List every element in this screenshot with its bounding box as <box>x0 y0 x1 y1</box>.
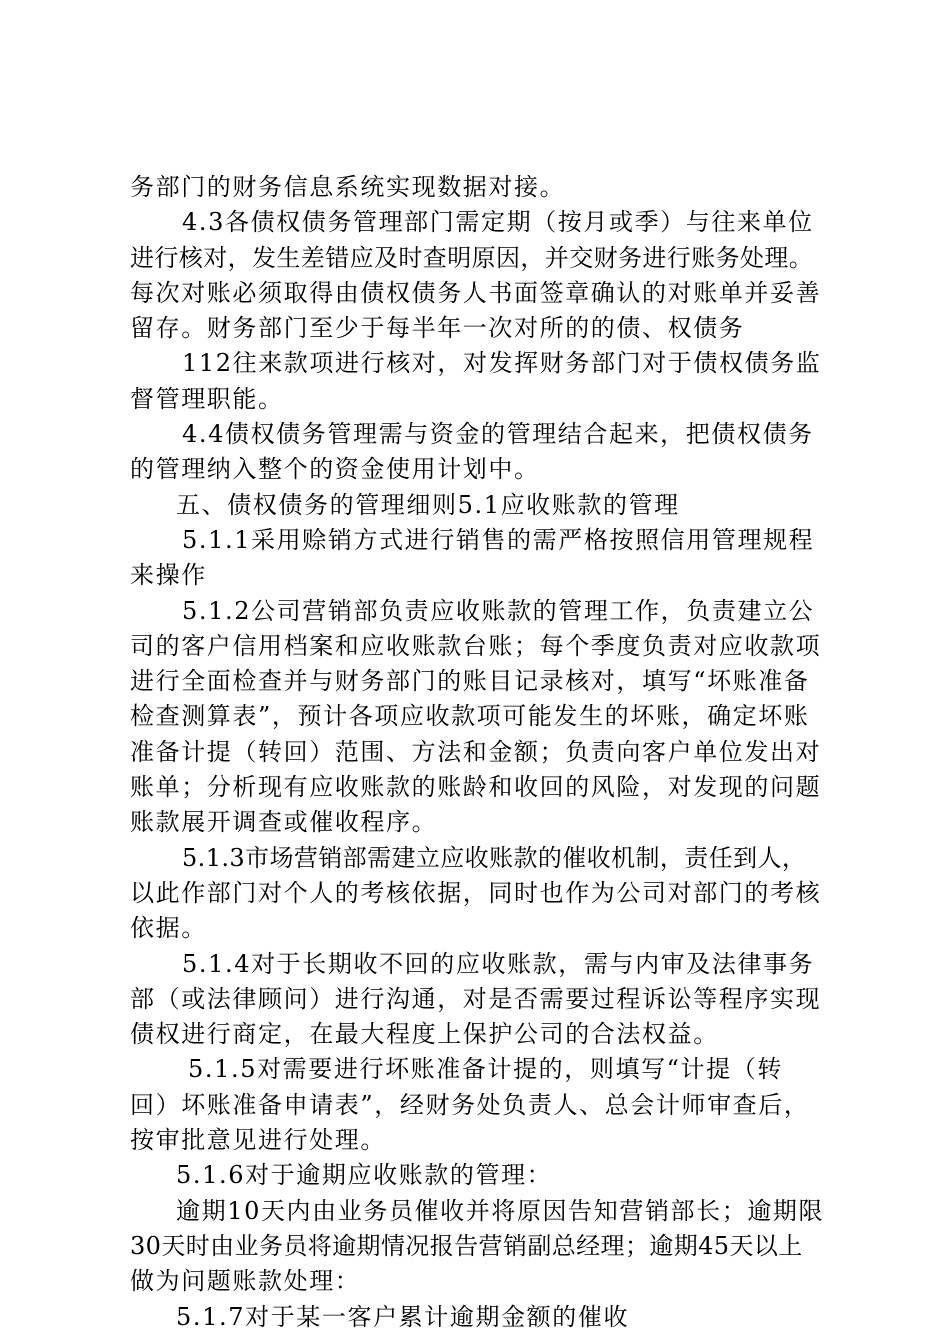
text-line: 准备计提（转回）范围、方法和金额；负责向客户单位发出对 <box>130 737 822 766</box>
text-line: 账单；分析现有应收账款的账龄和收回的风险，对发现的问题 <box>130 773 822 802</box>
paragraph-start: 112往来款项进行核对，对发挥财务部门对于债权债务监 <box>182 349 822 378</box>
section-heading: 五、债权债务的管理细则5.1应收账款的管理 <box>176 490 680 519</box>
text-line: 账款展开调查或催收程序。 <box>130 808 438 837</box>
paragraph-start: 4.4债权债务管理需与资金的管理结合起来，把债权债务 <box>182 420 814 449</box>
paragraph-start: 5.1.3市场营销部需建立应收账款的催收机制，责任到人， <box>182 843 807 872</box>
text-line: 的管理纳入整个的资金使用计划中。 <box>130 455 540 484</box>
text-line: 做为问题账款处理： <box>130 1267 361 1296</box>
paragraph-start: 5.1.4对于长期收不回的应收账款，需与内审及法律事务 <box>182 949 815 978</box>
paragraph-start: 5.1.2公司营销部负责应收账款的管理工作，负责建立公 <box>182 596 815 625</box>
text-line: 司的客户信用档案和应收账款台账；每个季度负责对应收款项 <box>130 631 822 660</box>
text-line: 部（或法律顾问）进行沟通，对是否需要过程诉讼等程序实现 <box>130 984 822 1013</box>
paragraph-start: 逾期10天内由业务员催收并将原因告知营销部长；逾期限 <box>176 1196 825 1225</box>
paragraph-start: 4.3各债权债务管理部门需定期（按月或季）与往来单位 <box>182 208 814 237</box>
document-page <box>130 170 832 1335</box>
paragraph-start: 5.1.5对需要进行坏账准备计提的，则填写“计提（转 <box>188 1055 783 1084</box>
paragraph-start: 5.1.7对于某一客户累计逾期金额的催收 <box>176 1302 630 1331</box>
text-line: 来操作 <box>130 561 207 590</box>
text-line: 检查测算表”，预计各项应收款项可能发生的坏账，确定坏账 <box>130 702 810 731</box>
text-line: 务部门的财务信息系统实现数据对接。 <box>130 173 566 201</box>
text-line: 按审批意见进行处理。 <box>130 1126 386 1155</box>
text-line: 30天时由业务员将逾期情况报告营销副总经理；逾期45天以上 <box>130 1231 803 1260</box>
text-line: 每次对账必须取得由债权债务人书面签章确认的对账单并妥善 <box>130 278 822 307</box>
paragraph-start: 5.1.6对于逾期应收账款的管理： <box>176 1161 553 1190</box>
text-line: 依据。 <box>130 914 207 943</box>
paragraph-start: 5.1.1采用赊销方式进行销售的需严格按照信用管理规程 <box>182 525 815 554</box>
text-line: 以此作部门对个人的考核依据，同时也作为公司对部门的考核 <box>130 878 822 907</box>
text-line: 回）坏账准备申请表”，经财务处负责人、总会计师审查后， <box>130 1090 810 1119</box>
text-line: 留存。财务部门至少于每半年一次对所的的债、权债务 <box>130 314 745 343</box>
text-line: 督管理职能。 <box>130 384 284 413</box>
text-line: 进行全面检查并与财务部门的账目记录核对，填写“坏账准备 <box>130 667 810 696</box>
text-line: 债权进行商定，在最大程度上保护公司的合法权益。 <box>130 1020 719 1049</box>
text-line: 进行核对，发生差错应及时查明原因，并交财务进行账务处理。 <box>130 243 814 272</box>
